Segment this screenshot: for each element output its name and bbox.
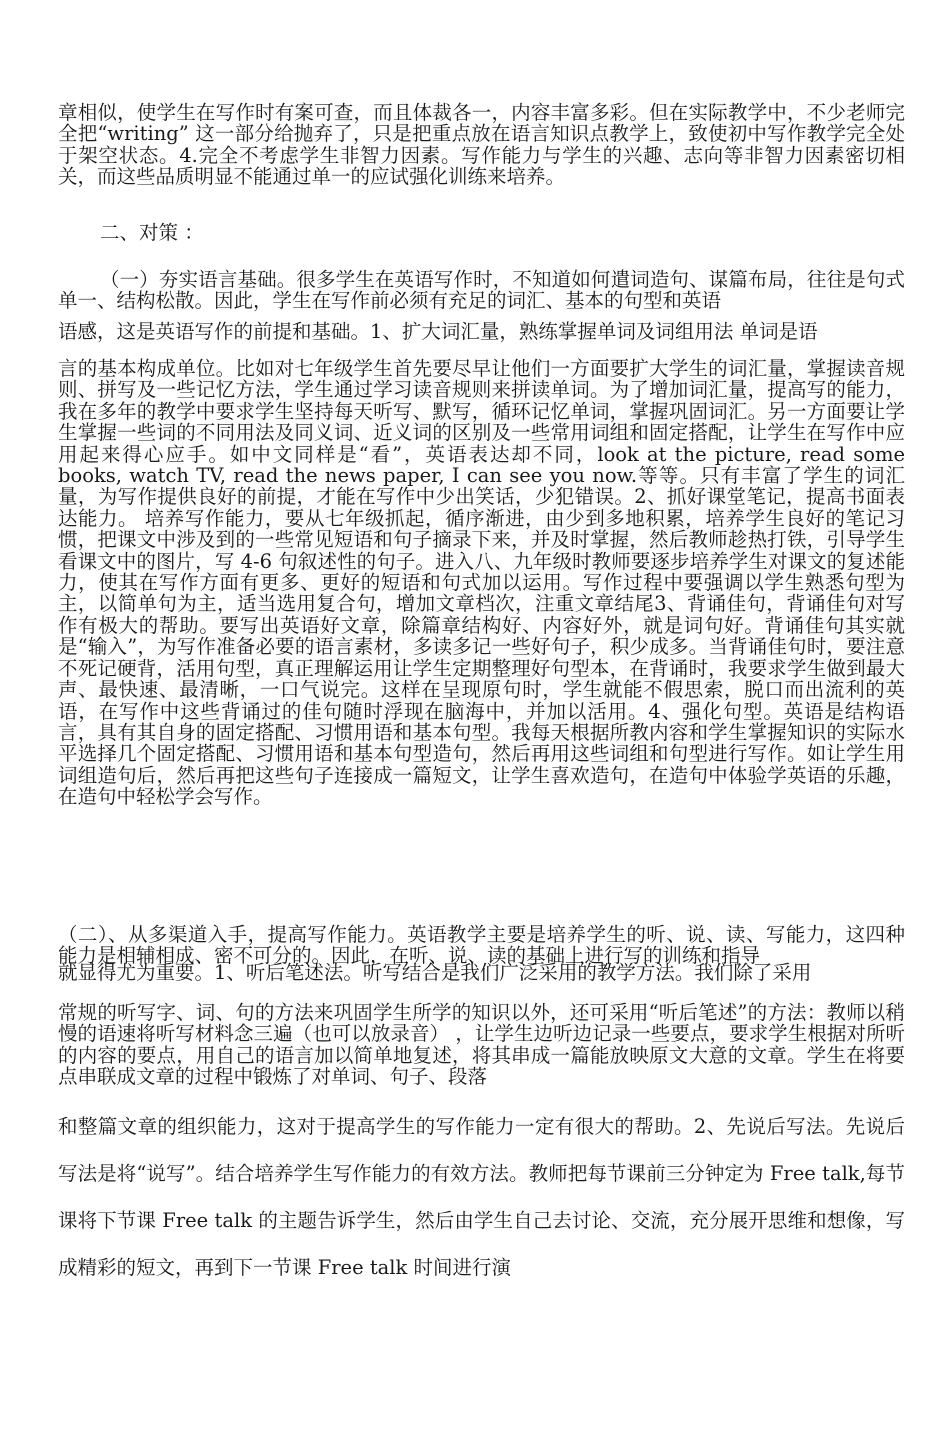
section2-line: 就显得尤为重要。1、听后笔述法。听写结合是我们广泛采用的教学方法。我们除了采用 [58,961,812,984]
section2-tail: 和整篇文章的组织能力，这对于提高学生的写作能力一定有很大的帮助。2、先说后写法。先说后写法是将“说写”。结合培养学生写作能力的有效方法。教师把每节课前三分钟定为 Free talk,每节课将下节课 Free talk 的主题告诉学生，然后由学生自己去讨论、交流，充分展开思维和想像，写成精彩的短文，再到下一节课 Free talk 时间进行演 [58,1115,905,1279]
section1-body: 言的基本构成单位。比如对七年级学生首先要尽早让他们一方面要扩大学生的词汇量，掌握读音规则、拼写及一些记忆方法，学生通过学习读音规则来拼读单词。为了增加词汇量，提高写的能力，我在多年的教学中要求学生坚持每天听写、默写，循环记忆单词，掌握巩固词汇。另一方面要让学生掌握一些词的不同用法及同义词、近义词的区别及一些常用词组和固定搭配，让学生在写作中应用起来得心应手。如中文同样是“看”，英语表达却不同，look at the picture, read some books, watch TV, read the news paper, I can see you now.等等。只有丰富了学生的词汇量，为写作提供良好的前提，才能在写作中少出笑话，少犯错误。2、抓好课堂笔记，提高书面表达能力。 培养写作能力，要从七年级抓起，循序渐进，由少到多地积累，培养学生良好的笔记习惯，把课文中涉及到的一些常见短语和句子摘录下来，并及时掌握，然后教师趁热打铁，引导学生看课文中的图片，写 4-6 句叙述性的句子。进入八、九年级时教师要逐步培养学生对课文的复述能力，使其在写作方面有更多、更好的短语和句式加以运用。写作过程中要强调以学生熟悉句型为主，以简单句为主，适当选用复合句，增加文章档次，注重文章结尾3、背诵佳句，背诵佳句对写作有极大的帮助。要写出英语好文章，除篇章结构好、内容好外，就是词句好。背诵佳句其实就是“输入”，为写作准备必要的语言素材，多读多记一些好句子，积少成多。当背诵佳句时，要注意不死记硬背，活用句型，真正理解运用让学生定期整理好句型本，在背诵时，我要求学生做到最大声、最快速、最清晰，一口气说完。这样在呈现原句时，学生就能不假思索，脱口而出流利的英语，在写作中这些背诵过的佳句随时浮现在脑海中，并加以活用。4、强化句型。英语是结构语言，具有其自身的固定搭配、习惯用语和基本句型。我每天根据所教内容和学生掌握知识的实际水平选择几个固定搭配、习惯用语和基本句型造句，然后再用这些词组和句型进行写作。如让学生用词组造句后，然后再把这些句子连接成一篇短文，让学生喜欢造句，在造句中体验学英语的乐趣，在造句中轻松学会写作。 [58,357,905,809]
section1-intro: （一）夯实语言基础。很多学生在英语写作时，不知道如何遣词造句、谋篇布局，往往是句式单一、结构松散。因此，学生在写作前必须有充足的词汇、基本的句型和英语 [58,268,905,313]
section-heading-countermeasures: 二、对策 ： [100,221,204,244]
section2-body: 常规的听写字、词、句的方法来巩固学生所学的知识以外，还可采用“听后笔述”的方法：教师以稍慢的语速将听写材料念三遍（也可以放录音） ，让学生边听边记录一些要点，要求学生根据对所听的内容的要点，用自己的语言加以简单地复述，将其串成一篇能放映原文大意的文章。学生在将要点串联成文章的过程中锻炼了对单词、句子、段落 [58,1001,905,1089]
section1-line: 语感，这是英语写作的前提和基础。1、扩大词汇量，熟练掌握单词及词组用法 单词是语 [58,320,818,343]
section2-intro: （二）、从多渠道入手，提高写作能力。英语教学主要是培养学生的听、说、读、写能力，这四种能力是相辅相成、密不可分的。因此，在听、说、读的基础上进行写的训练和指导 [58,923,905,968]
paragraph-intro: 章相似，使学生在写作时有案可查，而且体裁各一，内容丰富多彩。但在实际教学中，不少老师完全把“writing” 这一部分给抛弃了，只是把重点放在语言知识点教学上，致使初中写作教学完全处于架空状态。4.完全不考虑学生非智力因素。写作能力与学生的兴趣、志向等非智力因素密切相关，而这些品质明显不能通过单一的应试强化训练来培养。 [58,101,905,189]
